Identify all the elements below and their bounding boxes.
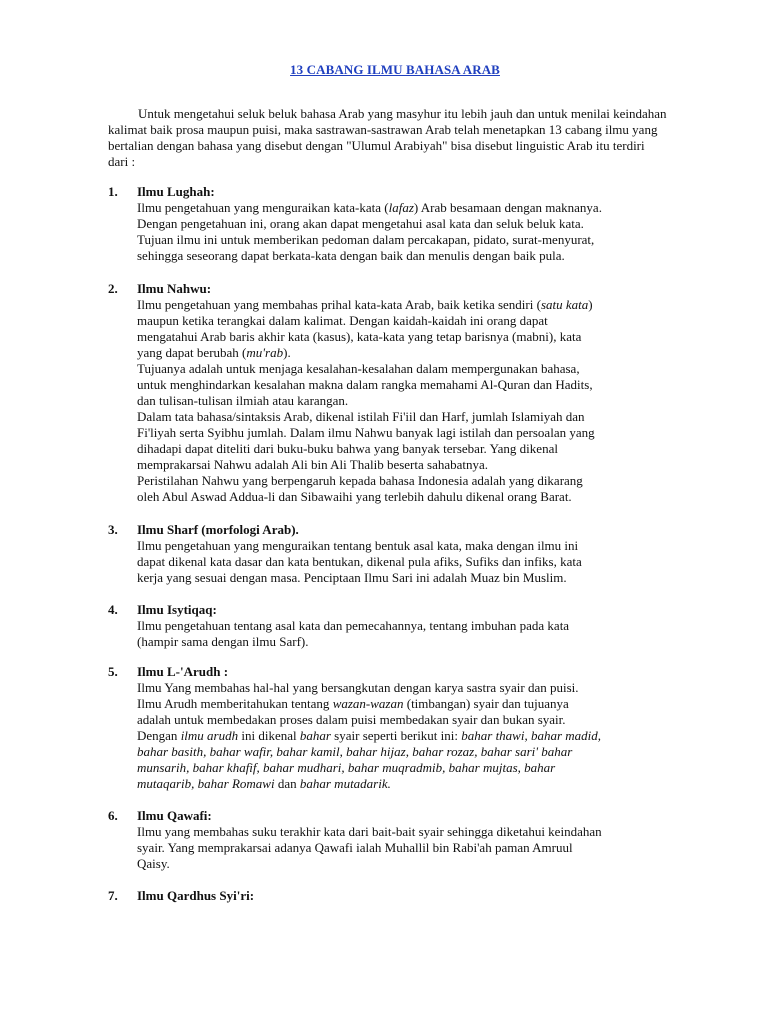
section-line: Dengan ilmu arudh ini dikenal bahar syair seperti berikut ini: bahar thawi, bahar madid, (137, 728, 602, 743)
section-line: maupun ketika terangkai dalam kalimat. Dengan kaidah-kaidah ini orang dapat (137, 313, 548, 328)
section-heading: Ilmu L-'Arudh : (137, 664, 229, 679)
section-line: mengatahui Arab baris akhir kata (kasus), kata-kata yang tetap barisnya (mabni), kata (137, 329, 582, 344)
section-line: Peristilahan Nahwu yang berpengaruh kepada bahasa Indonesia adalah yang dikarang (137, 473, 583, 488)
section-body (137, 808, 678, 872)
section-body (137, 184, 678, 264)
section-number: 5. (108, 664, 118, 679)
section-7 (108, 888, 678, 904)
section-line: (hampir sama dengan ilmu Sarf). (137, 634, 309, 649)
section-line: Dengan pengetahuan ini, orang akan dapat mengetahui asal kata dan seluk beluk kata. (137, 216, 584, 231)
intro-paragraph: Untuk mengetahui seluk beluk bahasa Arab yang masyhur itu lebih jauh dan untuk menilai keindahan kalimat baik prosa maupun puisi, maka sastrawan-sastrawan Arab telah menetapkan 13 cabang ilmu yang bertalian dengan bahasa yang disebut dengan "Ulumul Arabiyah" bisa disebut linguistic Arab itu terdiri dari : (108, 106, 667, 169)
section-line: Ilmu pengetahuan yang membahas prihal kata-kata Arab, baik ketika sendiri (satu kata) (137, 297, 593, 312)
section-heading: Ilmu Sharf (morfologi Arab). (137, 522, 299, 537)
section-line: dapat dikenal kata dasar dan kata bentukan, dikenal pula afiks, Sufiks dan infiks, kata (137, 554, 582, 569)
section-4 (108, 602, 678, 650)
italic-term: ilmu arudh (180, 728, 239, 743)
italic-term: bahar mutadarik. (299, 776, 391, 791)
section-body (137, 602, 678, 650)
section-line: memprakarsai Nahwu adalah Ali bin Ali Thalib beserta sahabatnya. (137, 457, 489, 472)
section-6 (108, 808, 678, 872)
section-heading: Ilmu Isytiqaq: (137, 602, 217, 617)
section-heading: Ilmu Nahwu: (137, 281, 212, 296)
section-body (137, 281, 678, 505)
section-line: dihadapi dapat diteliti dari buku-buku bahwa yang banyak tersebar. Yang dikenal (137, 441, 558, 456)
section-number: 3. (108, 522, 118, 537)
section-line: Tujuanya adalah untuk menjaga kesalahan-kesalahan dalam mempergunakan bahasa, (137, 361, 580, 376)
section-number: 1. (108, 184, 118, 199)
section-line: Ilmu Yang membahas hal-hal yang bersangkutan dengan karya sastra syair dan puisi. (137, 680, 579, 695)
section-line (137, 760, 678, 776)
italic-term: bahar (299, 728, 331, 743)
section-line: mutaqarib, bahar Romawi dan bahar mutadarik. (137, 776, 391, 791)
section-line: Tujuan ilmu ini untuk memberikan pedoman dalam percakapan, pidato, surat-menyurat, (137, 232, 595, 247)
section-line: Qaisy. (137, 856, 170, 871)
section-line: Ilmu pengetahuan tentang asal kata dan pemecahannya, tentang imbuhan pada kata (137, 618, 570, 633)
section-line: adalah untuk membedakan proses dalam puisi membedakan syair dan bukan syair. (137, 712, 566, 727)
italic-term: bahar thawi, bahar madid, (461, 728, 602, 743)
section-line: sehingga seseorang dapat berkata-kata dengan baik dan menulis dengan baik pula. (137, 248, 565, 263)
section-line: Dalam tata bahasa/sintaksis Arab, dikenal istilah Fi'iil dan Harf, jumlah Islamiyah dan (137, 409, 585, 424)
section-number: 7. (108, 888, 118, 903)
section-number: 6. (108, 808, 118, 823)
section-body (137, 664, 678, 792)
section-5 (108, 664, 678, 792)
section-3 (108, 522, 678, 586)
italic-term: munsarih, bahar khafif, bahar mudhari, bahar muqradmib, bahar mujtas, bahar (137, 760, 556, 775)
section-line: Ilmu pengetahuan yang menguraikan tentang bentuk asal kata, maka dengan ilmu ini (137, 538, 579, 553)
section-line: Fi'liyah serta Syibhu jumlah. Dalam ilmu Nahwu banyak lagi istilah dan persoalan yang (137, 425, 595, 440)
section-line: untuk menghindarkan kesalahan makna dalam rangka memahami Al-Quran dan Hadits, (137, 377, 593, 392)
section-2 (108, 281, 678, 505)
page-title: 13 CABANG ILMU BAHASA ARAB (290, 62, 500, 77)
section-body (137, 522, 678, 586)
italic-term: lafaz (388, 200, 414, 215)
italic-term: wazan-wazan (332, 696, 404, 711)
section-body (137, 888, 678, 904)
section-1 (108, 184, 678, 264)
section-line: Ilmu yang membahas suku terakhir kata dari bait-bait syair sehingga diketahui keindahan (137, 824, 602, 839)
section-line: kerja yang sesuai dengan masa. Penciptaan Ilmu Sari ini adalah Muaz bin Muslim. (137, 570, 567, 585)
section-number: 2. (108, 281, 118, 296)
section-line: dan tulisan-tulisan ilmiah atau karangan. (137, 393, 349, 408)
section-line: Ilmu Arudh memberitahukan tentang wazan-wazan (timbangan) syair dan tujuanya (137, 696, 569, 711)
section-line: Ilmu pengetahuan yang menguraikan kata-kata (lafaz) Arab besamaan dengan maknanya. (137, 200, 602, 215)
section-line: syair. Yang memprakarsai adanya Qawafi ialah Muhallil bin Rabi'ah paman Amruul (137, 840, 573, 855)
section-line: yang dapat berubah (mu'rab). (137, 345, 291, 360)
italic-term: satu kata (540, 297, 589, 312)
italic-term: mu'rab (246, 345, 284, 360)
italic-term: mutaqarib, bahar Romawi (137, 776, 275, 791)
section-heading: Ilmu Lughah: (137, 184, 215, 199)
italic-term: bahar basith, bahar wafir, bahar kamil, bahar hijaz, bahar rozaz, bahar sari' bahar (137, 744, 573, 759)
section-line (137, 744, 678, 760)
section-heading: Ilmu Qawafi: (137, 808, 212, 823)
section-heading: Ilmu Qardhus Syi'ri: (137, 888, 255, 903)
section-line: oleh Abul Aswad Addua-li dan Sibawaihi yang terlebih dahulu dikenal orang Barat. (137, 489, 572, 504)
section-number: 4. (108, 602, 118, 617)
